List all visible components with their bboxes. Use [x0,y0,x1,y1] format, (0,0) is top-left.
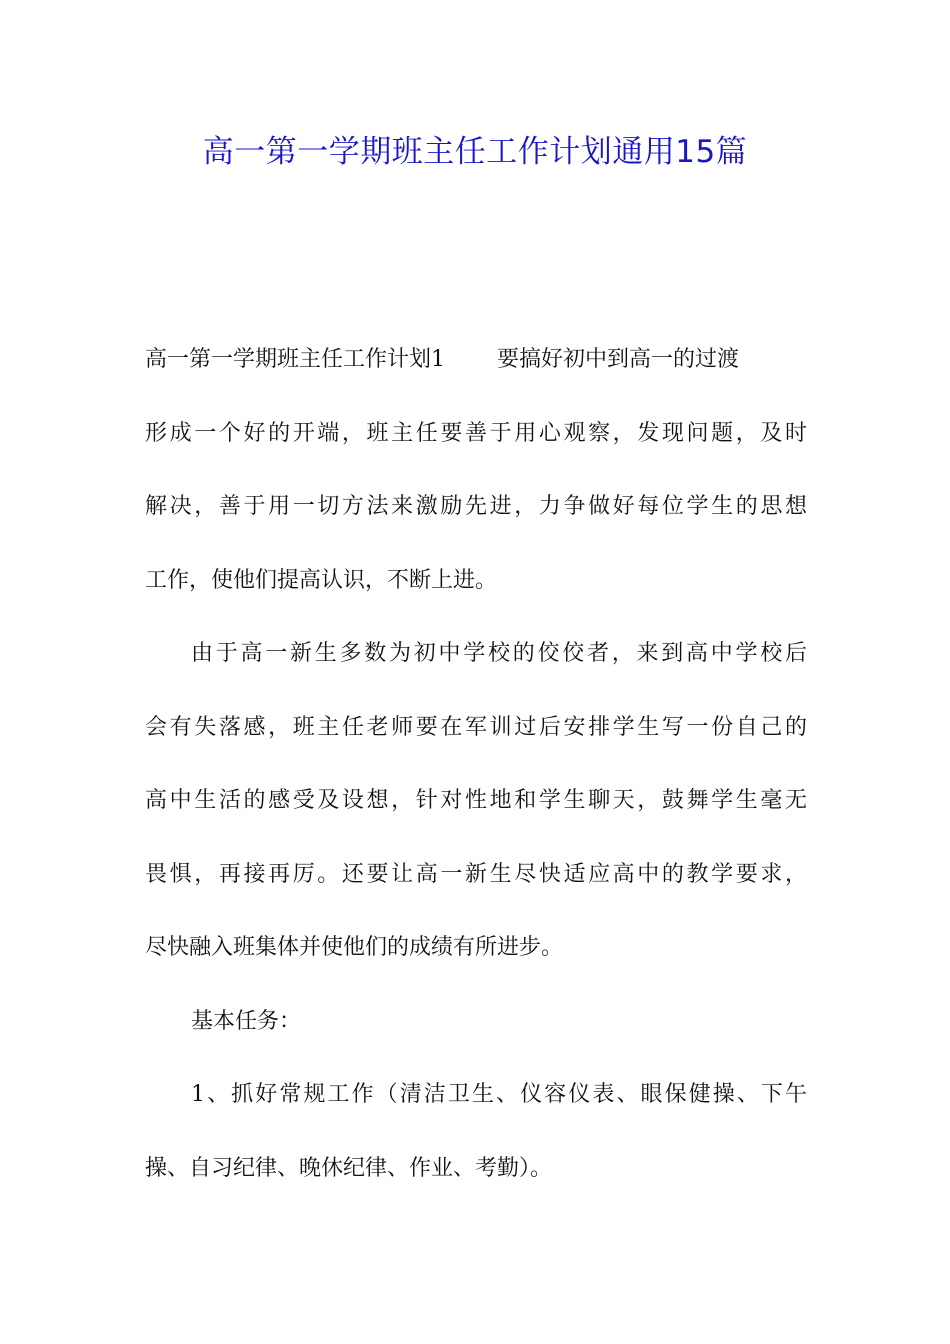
paragraph-line: 形成一个好的开端，班主任要善于用心观察，发现问题，及时 [145,420,807,446]
paragraph-line: 高中生活的感受及设想，针对性地和学生聊天，鼓舞学生毫无 [145,788,807,813]
paragraph-line: 由于高一新生多数为初中学校的佼佼者，来到高中学校后 [191,641,807,666]
paragraph-line: 尽快融入班集体并使他们的成绩有所进步。 [145,935,564,960]
paragraph-line: 解决，善于用一切方法来激励先进，力争做好每位学生的思想 [145,494,807,519]
document-body [145,337,807,1219]
paragraph-line: 畏惧，再接再厉。还要让高一新生尽快适应高中的教学要求， [145,861,807,887]
paragraph-line [145,337,807,411]
paragraph-line: 工作，使他们提高认识，不断上进。 [145,567,498,593]
document-title: 高一第一学期班主任工作计划通用15篇 [202,134,748,170]
paragraph-line: 操、自习纪律、晚休纪律、作业、考勤）。 [145,1155,553,1181]
paragraph-line: 会有失落感，班主任老师要在军训过后安排学生写一份自己的 [145,714,807,740]
line-text: 要搞好初中到高一的过渡 [497,347,740,372]
paragraph-line: 1、抓好常规工作（清洁卫生、仪容仪表、眼保健操、下午 [191,1082,807,1107]
section-heading: 高一第一学期班主任工作计划1 [145,347,445,372]
paragraph-line: 基本任务： [191,1008,302,1034]
